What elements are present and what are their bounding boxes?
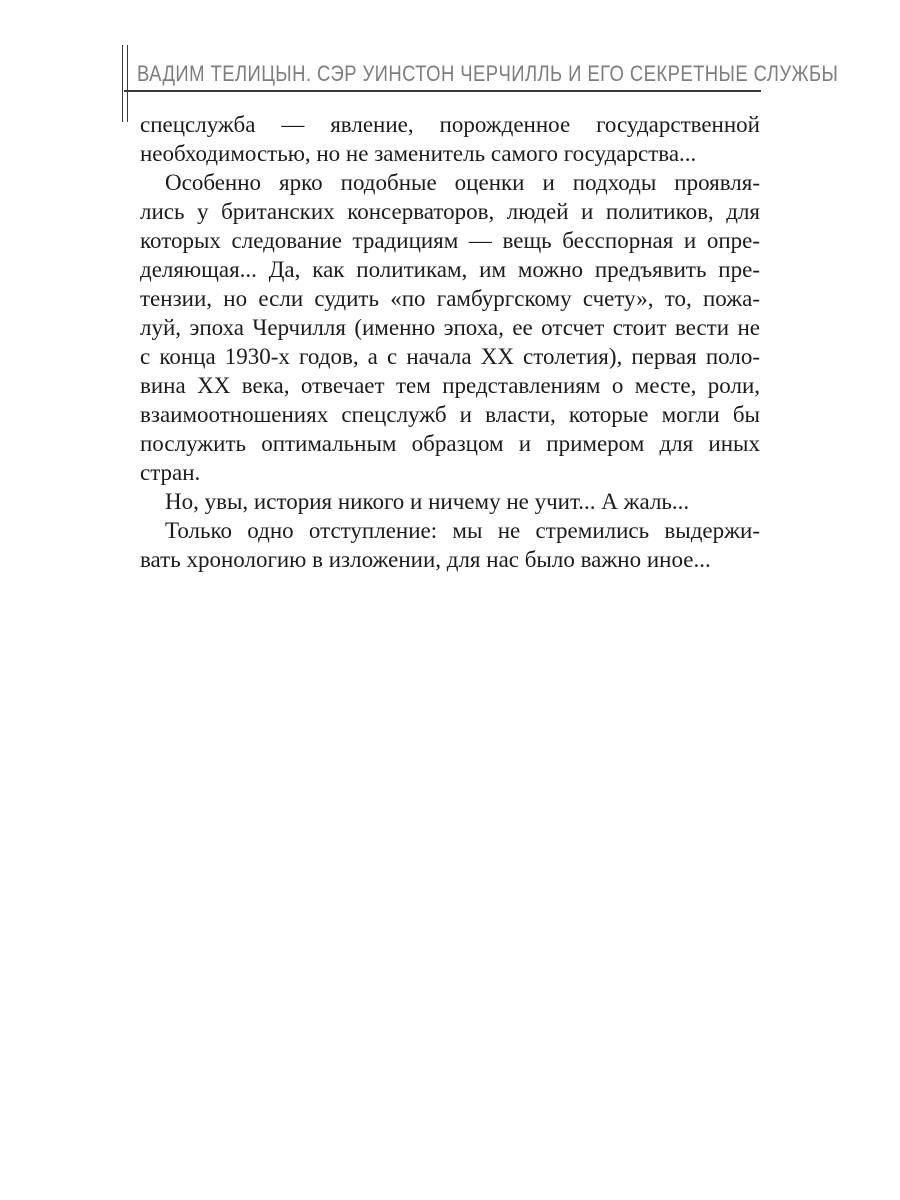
body-line: Но, увы, история никого и ничему не учит... А жаль...: [165, 489, 690, 514]
body-line: тензии, но если судить «по гамбургскому счету», то, пожа-: [140, 286, 760, 311]
body-text: [140, 110, 760, 574]
body-line: послужить оптимальным образцом и примером для иных: [140, 431, 760, 456]
body-line: деляющая... Да, как политикам, им можно предъявить пре-: [140, 257, 760, 282]
body-line: взаимоотношениях спецслужб и власти, которые могли бы: [140, 402, 760, 427]
body-line: Только одно отступление: мы не стремились выдержи-: [165, 518, 760, 543]
body-line: спецслужба — явление, порожденное государственной: [140, 112, 760, 137]
body-line: стран.: [140, 460, 201, 485]
running-header: [137, 61, 900, 87]
body-line: вина XX века, отвечает тем представлениям о месте, роли,: [140, 373, 760, 398]
running-header-text: ВАДИМ ТЕЛИЦЫН. СЭР УИНСТОН ЧЕРЧИЛЛЬ И ЕГО СЕКРЕТНЫЕ СЛУЖБЫ: [137, 61, 839, 86]
body-line: Особенно ярко подобные оценки и подходы проявля-: [165, 170, 760, 195]
body-line: вать хронологию в изложении, для нас было важно иное...: [140, 547, 711, 572]
body-line: которых следование традициям — вещь бесспорная и опре-: [140, 228, 760, 253]
body-line: лись у британских консерваторов, людей и политиков, для: [140, 199, 760, 224]
body-line: необходимостью, но не заменитель самого государства...: [140, 141, 697, 166]
header-double-vertical-line: [122, 45, 128, 122]
body-line: луй, эпоха Черчилля (именно эпоха, ее отсчет стоит вести не: [140, 315, 760, 340]
header-rule: [124, 90, 761, 92]
body-line: с конца 1930-х годов, а с начала XX столетия), первая поло-: [140, 344, 760, 369]
